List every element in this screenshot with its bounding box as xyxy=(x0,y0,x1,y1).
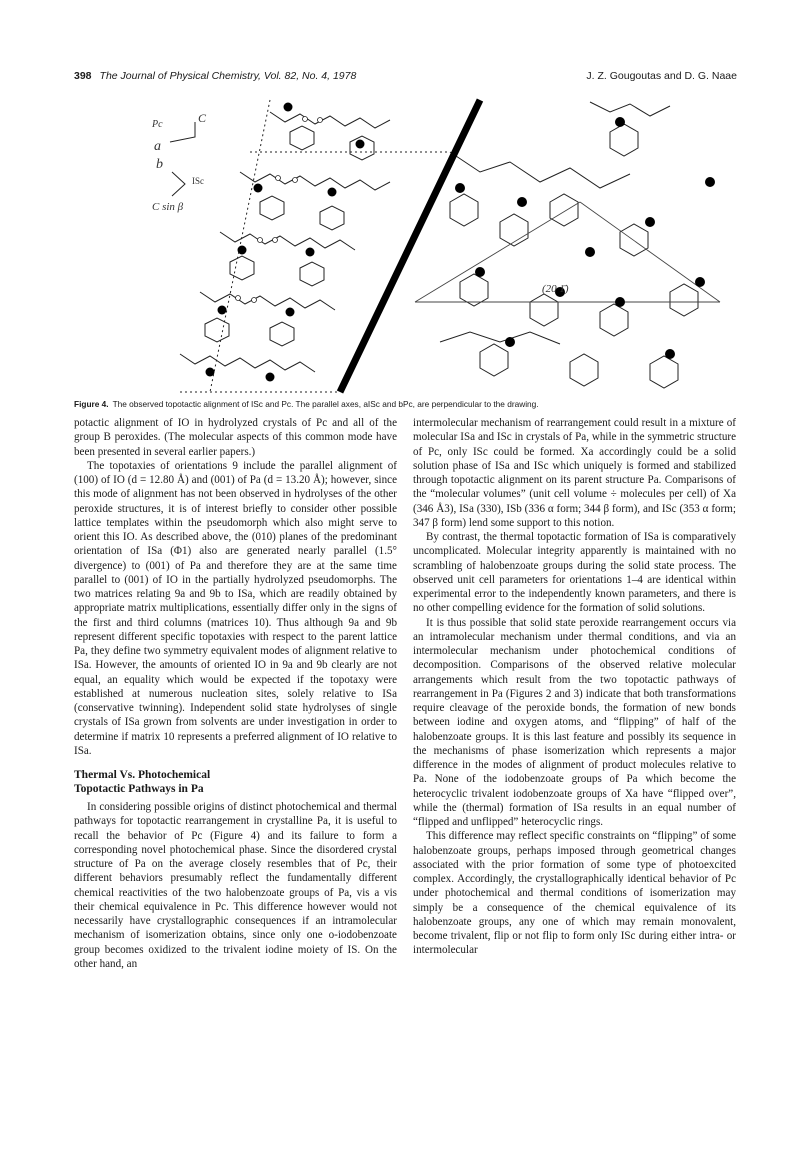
figure-caption xyxy=(74,399,738,409)
label-c: C xyxy=(198,111,207,125)
paragraph: This difference may reflect specific constraints on “flipping” of some halobenzoate groups, perhaps imposed through geometrical changes associated with the prior formation of some type of photoexcited complex. Accordingly, the crystallographically identical behavior of Pc under photochemical and thermal conditions of isomerization may simply be a consequence of the chemical equivalence of its halobenzoate groups, any one of which may remain monovalent, become trivalent, flip or not flip to form only ISc during either intra- or intermolecular xyxy=(413,830,736,957)
page-number: 398 xyxy=(74,70,92,82)
caption-text: The observed topotactic alignment of ISc and Pc. The parallel axes, aISc and bPc, are perpendicular to the drawing. xyxy=(112,399,539,409)
label-a: a xyxy=(154,139,161,154)
left-column xyxy=(74,416,397,971)
label-b: b xyxy=(156,157,163,172)
paragraph: In considering possible origins of distinct photochemical and thermal pathways for topotactic rearrangement in crystalline Pa, it is useful to recall the behavior of Pc (Figure 4) and its failure to form a corresponding novel photochemical phase. Since the disordered crystal structure of Pa on the average closely resembles that of Pc, their different behaviors presumably reflect the fundamentally different chemical reactivities of the two halobenzoate groups of Pa, vis a vis their chemical equivalence in Pc. This difference however would not necessarily have crystallographic consequences if an intramolecular mechanism of isomerization obtains, since only one o-iodobenzoate group becomes oxidized to the trivalent iodine moiety of IS. On the other hand, an xyxy=(74,801,397,970)
plane-label: (20 1̄) xyxy=(542,283,569,295)
paragraph: intermolecular mechanism of rearrangement could result in a mixture of molecular ISa and ISc in crystals of Pa, while in the symmetric structure of Pc, only ISc could be formed. Xa accordingly could be a solid solution phase of ISa and ISc which uniquely is formed and stabilized through topotactic alignment on its parent structure Pa. Comparisons of the “molecular volumes” (unit cell volume ÷ molecules per cell) of Xa (346 Å3), ISa (330), ISb (336 α form; 344 β form), and ISc (353 α form; 347 β form) lend some support to this notion. xyxy=(413,417,736,529)
paragraph: potactic alignment of IO in hydrolyzed crystals of Pc and all of the group B peroxides. (The molecular aspects of this common mode have been presented in several earlier papers.) xyxy=(74,417,397,458)
label-csin: C sin β xyxy=(152,201,184,213)
heading-line: Topotactic Pathways in Pa xyxy=(74,783,204,795)
paragraph: It is thus possible that solid state peroxide rearrangement occurs via an intramolecular mechanism under thermal conditions, and via an intermolecular mechanism under photochemical conditions of decomposition. Comparisons of the observed relative molecular arrangements which result from the two topotactic pathways of rearrangement in Pa (Figures 2 and 3) indicate that both transformations require cleavage of the peroxide bonds, the formation of new bonds between iodine and oxygen atoms, and “flipping” of half of the halobenzoate groups. It is this last feature and possibly its sequence in the mechanisms of phase isomerization which represents a major difference in the modes of alignment of product molecules relative to Pa. None of the iodobenzoate groups of Pa which become the heterocyclic trivalent iodobenzoate groups of Xa have “flipped over”, while the (thermal) formation of ISa results in an equal number of “flipped and unflipped” heterocyclic rings. xyxy=(413,616,736,828)
header-authors: J. Z. Gougoutas and D. G. Naae xyxy=(586,70,737,82)
figure-4-crystal-structure xyxy=(150,92,740,394)
running-header xyxy=(74,70,737,84)
heading-line: Thermal Vs. Photochemical xyxy=(74,769,211,781)
paragraph: By contrast, the thermal topotactic formation of ISa is comparatively uncomplicated. Molecular integrity apparently is maintained with no scrambling of halobenzoate groups during the solid state process. The observed unit cell parameters for orientations 1–4 are identical within experimental error to the independently known parameters, and there is no other compelling evidence for the formation of solid solutions. xyxy=(413,531,736,615)
label-pc: Pc xyxy=(152,119,163,130)
section-heading xyxy=(74,768,397,796)
label-isc: ISc xyxy=(192,176,204,186)
header-left xyxy=(74,70,356,82)
right-column xyxy=(413,416,736,958)
paragraph: The topotaxies of orientations 9 include the parallel alignment of (100) of IO (d = 12.80 Å) and (001) of Pa (d = 13.20 Å); however, since this mode of alignment has not been observed in hydrolyses of the other peroxide structures, it is of interest briefly to consider other possible lattice templates within the pseudomorph which also might serve to orient this IO. As described above, the (010) planes of the predominant orientation of ISa (Φ1) also are generated nearly parallel (1.5° divergence) to (001) of Pa and therefore they are at the same time parallel to (001) of IO in the partially hydrolyzed pseudomorphs. The two matrices relating 9a and 9b to ISa, which are readily obtained by appropriate matrix multiplications, essentially differ only in the signs of the first and third columns (matrices 10). Thus although 9a and 9b represent different specific topotaxies with respect to the parent lattice Pa, they define two symmetry equivalent modes of alignment relative to ISa. However, the amounts of oriented IO in 9a and 9b clearly are not equal, an equality which would be expected if the topotaxy were established at numerous nucleation sites, solely relative to ISa (conservative twinning). Independent solid state hydrolyses of single crystals of ISa grown from solvents are under investigation in order to determine if matrix 10 represents a preferred alignment of IO relative to ISa. xyxy=(74,459,397,757)
caption-label: Figure 4. xyxy=(74,399,109,409)
journal-citation: The Journal of Physical Chemistry, Vol. 82, No. 4, 1978 xyxy=(99,70,357,82)
